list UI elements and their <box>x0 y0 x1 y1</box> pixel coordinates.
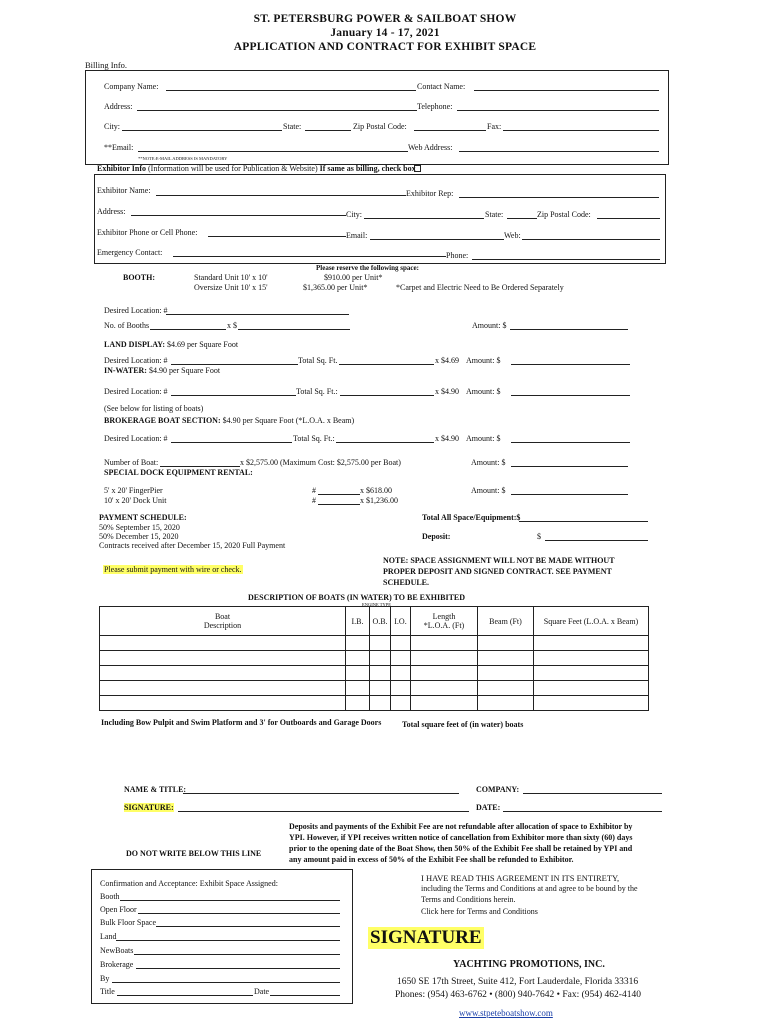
boat-amount-field[interactable] <box>511 466 628 467</box>
land-desired-location-field[interactable] <box>171 364 298 365</box>
total-square-feet-label: Total square feet of (in water) boats <box>402 720 524 729</box>
office-land-field[interactable] <box>116 940 340 941</box>
exhibitor-address-field[interactable] <box>131 215 346 216</box>
in-water-total-sqft-field[interactable] <box>340 395 434 396</box>
agreement-line-2: including the Terms and Conditions at and agree to be bound by the <box>421 884 638 893</box>
footer-website-link[interactable]: www.stpeteboatshow.com <box>459 1008 553 1018</box>
exhibitor-box <box>94 174 666 264</box>
length-header: Length *L.O.A. (Ft) <box>411 607 478 636</box>
engine-type-label: ENGINE TYPE <box>362 602 392 607</box>
dock-amount-field[interactable] <box>511 494 628 495</box>
footer-company: YACHTING PROMOTIONS, INC. <box>453 959 605 970</box>
in-water-heading: IN-WATER: $4.90 per Square Foot <box>104 366 221 375</box>
email-mandatory-note: **NOTE:E-MAIL ADDRESS IS MANDATORY <box>138 156 228 161</box>
office-date-label: Date <box>254 987 270 996</box>
space-assignment-note-1: NOTE: SPACE ASSIGNMENT WILL NOT BE MADE WITHOUT <box>383 556 615 565</box>
billing-address-label: Address: <box>104 102 133 111</box>
number-of-booths-field[interactable] <box>150 329 226 330</box>
office-date-field[interactable] <box>270 995 340 996</box>
boat-amount-label: Amount: $ <box>471 458 506 467</box>
brokerage-heading: BROKERAGE BOAT SECTION: $4.90 per Square Foot (*L.O.A. x Beam) <box>104 416 355 425</box>
brokerage-amount-field[interactable] <box>511 442 630 443</box>
table-row[interactable] <box>100 681 649 696</box>
exhibitor-email-field[interactable] <box>370 239 504 240</box>
payment-schedule-heading: PAYMENT SCHEDULE: <box>99 513 187 522</box>
deposit-label: Deposit: <box>422 532 451 541</box>
land-total-sqft-label: Total Sq. Ft. <box>298 356 338 365</box>
exhibitor-section-label: Exhibitor Info (Information will be used for Publication & Website) If same as billing, check box <box>97 164 416 173</box>
land-amount-field[interactable] <box>511 364 630 365</box>
booth-price-label: x $ <box>227 321 237 330</box>
fax-label: Fax: <box>487 122 502 131</box>
footer-address: 1650 SE 17th Street, Suite 412, Fort Lauderdale, Florida 33316 <box>397 977 639 987</box>
in-water-desired-location-field[interactable] <box>171 395 296 396</box>
exhibitor-name-label: Exhibitor Name: <box>97 186 151 195</box>
office-open-floor-label: Open Floor <box>100 905 137 914</box>
io-header: I.O. <box>391 607 411 636</box>
booth-price-field[interactable] <box>238 329 350 330</box>
carpet-electric-note: *Carpet and Electric Need to Be Ordered Separately <box>396 283 564 292</box>
exhibitor-zip-label: Zip Postal Code: <box>537 210 591 219</box>
agreement-line-3: Terms and Conditions herein. <box>421 895 516 904</box>
finger-pier-price: x $618.00 <box>360 486 392 495</box>
terms-link[interactable]: Click here for Terms and Conditions <box>421 907 538 916</box>
billing-zip-label: Zip Postal Code: <box>353 122 407 131</box>
date-label: DATE: <box>476 803 501 812</box>
do-not-write-label: DO NOT WRITE BELOW THIS LINE <box>126 849 262 858</box>
exhibitor-phone-field[interactable] <box>208 236 346 237</box>
office-land-label: Land <box>100 932 117 941</box>
in-water-desired-location-label: Desired Location: # <box>104 387 168 396</box>
standard-unit-price: $910.00 per Unit* <box>324 273 383 282</box>
booth-amount-label: Amount: $ <box>472 321 507 330</box>
fax-field[interactable] <box>503 130 659 131</box>
booth-amount-field[interactable] <box>510 329 628 330</box>
telephone-label: Telephone: <box>417 102 453 111</box>
exhibitor-web-label: Web: <box>504 231 521 240</box>
office-brokerage-field[interactable] <box>136 968 340 969</box>
number-of-booths-label: No. of Booths <box>104 321 150 330</box>
title-line-2: January 14 - 17, 2021 <box>330 27 440 39</box>
in-water-total-sqft-label: Total Sq. Ft.: <box>296 387 338 396</box>
billing-state-field[interactable] <box>305 130 351 131</box>
deposit-terms-2: YPI. However, if YPI receives written notice of cancellation from Exhibitor more than sixty (60) days <box>289 833 633 842</box>
brokerage-total-sqft-label: Total Sq. Ft.: <box>293 434 335 443</box>
dock-unit-price: x $1,236.00 <box>360 496 398 505</box>
office-bulk-floor-field[interactable] <box>156 926 340 927</box>
exhibitor-rep-field[interactable] <box>459 197 659 198</box>
oversize-unit-price: $1,365.00 per Unit* <box>303 283 368 292</box>
web-address-label: Web Address: <box>408 143 453 152</box>
in-water-amount-field[interactable] <box>511 395 630 396</box>
space-assignment-note-3: SCHEDULE. <box>383 578 430 587</box>
name-title-field[interactable] <box>183 793 459 794</box>
date-field[interactable] <box>503 811 662 812</box>
office-title-field[interactable] <box>117 995 253 996</box>
boats-table-title: DESCRIPTION OF BOATS (IN WATER) TO BE EXHIBITED <box>248 593 466 602</box>
brokerage-desired-location-field[interactable] <box>171 442 292 443</box>
billing-email-label: **Email: <box>104 143 134 152</box>
deposit-field[interactable] <box>545 540 648 541</box>
deposit-terms-3: prior to the opening date of the Boat Show, then 50% of the Exhibit Fee shall be retained by YPI and <box>289 844 633 853</box>
exhibitor-zip-field[interactable] <box>597 218 660 219</box>
title-line-1: ST. PETERSBURG POWER & SAILBOAT SHOW <box>253 13 517 25</box>
office-new-boats-field[interactable] <box>134 954 340 955</box>
table-row[interactable] <box>100 696 649 711</box>
exhibitor-phone-label: Exhibitor Phone or Cell Phone: <box>97 228 198 237</box>
office-use-box <box>91 869 353 1004</box>
company-field[interactable] <box>523 793 662 794</box>
billing-state-label: State: <box>283 122 302 131</box>
company-name-label: Company Name: <box>104 82 159 91</box>
reserve-space-label: Please reserve the following space: <box>316 264 419 272</box>
exhibitor-address-label: Address: <box>97 207 126 216</box>
boats-table <box>99 606 649 711</box>
finger-pier-qty-field[interactable] <box>318 494 360 495</box>
brokerage-desired-location-label: Desired Location: # <box>104 434 168 443</box>
ib-header: I.B. <box>346 607 370 636</box>
total-space-field[interactable] <box>519 521 648 522</box>
exhibitor-email-label: Email: <box>346 231 368 240</box>
finger-pier-hash: # <box>312 486 316 495</box>
exhibitor-name-field[interactable] <box>156 195 406 196</box>
telephone-field[interactable] <box>457 110 659 111</box>
signature-field[interactable] <box>178 811 469 812</box>
office-new-boats-label: NewBoats <box>100 946 134 955</box>
square-feet-header: Square Feet (L.O.A. x Beam) <box>534 607 649 636</box>
brokerage-rate-label: x $4.90 <box>435 434 459 443</box>
office-open-floor-field[interactable] <box>138 913 340 914</box>
confirmation-label: Confirmation and Acceptance: Exhibit Space Assigned: <box>100 879 278 888</box>
brokerage-amount-label: Amount: $ <box>466 434 501 443</box>
in-water-rate-label: x $4.90 <box>435 387 459 396</box>
exhibitor-rep-label: Exhibitor Rep: <box>406 189 454 198</box>
emergency-contact-label: Emergency Contact: <box>97 248 163 257</box>
billing-email-field[interactable] <box>138 151 408 152</box>
exhibitor-state-field[interactable] <box>507 218 537 219</box>
signature-button[interactable]: SIGNATURE <box>370 927 482 948</box>
submit-payment-note: Please submit payment with wire or check. <box>104 565 242 574</box>
signature-label: SIGNATURE: <box>124 803 174 812</box>
land-desired-location-label: Desired Location: # <box>104 356 168 365</box>
billing-zip-field[interactable] <box>414 130 486 131</box>
office-bulk-floor-label: Bulk Floor Space <box>100 918 156 927</box>
see-below-note: (See below for listing of boats) <box>104 404 204 413</box>
exhibitor-city-label: City: <box>346 210 363 219</box>
exhibitor-state-label: State: <box>485 210 504 219</box>
land-display-heading: LAND DISPLAY: $4.69 per Square Foot <box>104 340 239 349</box>
exhibitor-web-field[interactable] <box>522 239 660 240</box>
emergency-contact-field[interactable] <box>173 256 446 257</box>
title-line-3: APPLICATION AND CONTRACT FOR EXHIBIT SPACE <box>233 41 537 53</box>
deposit-dollar: $ <box>537 532 541 541</box>
billing-section-label: Billing Info. <box>85 60 128 70</box>
office-booth-field[interactable] <box>120 900 340 901</box>
brokerage-total-sqft-field[interactable] <box>336 442 434 443</box>
deposit-terms-1: Deposits and payments of the Exhibit Fee are not refundable after allocation of space to Exhibitor by <box>289 822 633 831</box>
boat-max-cost-label: x $2,575.00 (Maximum Cost: $2,575.00 per Boat) <box>240 458 401 467</box>
office-title-label: Title <box>100 987 115 996</box>
land-amount-label: Amount: $ <box>466 356 501 365</box>
dock-unit-label: 10' x 20' Dock Unit <box>104 496 167 505</box>
table-row[interactable] <box>100 651 649 666</box>
beam-header: Beam (Ft) <box>478 607 534 636</box>
land-total-sqft-field[interactable] <box>339 364 434 365</box>
payment-schedule-line-3: Contracts received after December 15, 2020 Full Payment <box>99 541 286 550</box>
land-rate-label: x $4.69 <box>435 356 459 365</box>
table-row[interactable] <box>100 666 649 681</box>
space-assignment-note-2: PROPER DEPOSIT AND SIGNED CONTRACT. SEE PAYMENT <box>383 567 612 576</box>
payment-schedule-line-2: 50% December 15, 2020 <box>99 532 179 541</box>
total-space-label: Total All Space/Equipment:$ <box>422 513 521 522</box>
payment-schedule-line-1: 50% September 15, 2020 <box>99 523 180 532</box>
including-bow-note: Including Bow Pulpit and Swim Platform and 3' for Outboards and Garage Doors <box>101 718 382 727</box>
company-label: COMPANY: <box>476 785 520 794</box>
billing-city-label: City: <box>104 122 121 131</box>
contact-name-field[interactable] <box>474 90 659 91</box>
finger-pier-label: 5' x 20' FingerPier <box>104 486 163 495</box>
emergency-phone-field[interactable] <box>472 259 660 260</box>
dock-equipment-heading: SPECIAL DOCK EQUIPMENT RENTAL: <box>104 468 253 477</box>
office-by-field[interactable] <box>112 982 340 983</box>
booth-desired-location-label: Desired Location: # <box>104 306 168 315</box>
billing-city-field[interactable] <box>122 130 282 131</box>
number-of-boat-field[interactable] <box>160 466 240 467</box>
office-booth-label: Booth <box>100 892 120 901</box>
standard-unit-label: Standard Unit 10' x 10' <box>194 273 268 282</box>
number-of-boat-label: Number of Boat: <box>104 458 159 467</box>
oversize-unit-label: Oversize Unit 10' x 15' <box>194 283 268 292</box>
dock-unit-hash: # <box>312 496 316 505</box>
deposit-terms-4: any amount paid in excess of 50% of the Exhibit Fee shall be refunded to Exhibitor. <box>289 855 574 864</box>
office-brokerage-label: Brokerage <box>100 960 134 969</box>
office-by-label: By <box>100 974 110 983</box>
booth-label: BOOTH: <box>123 273 156 282</box>
agreement-line-1: I HAVE READ THIS AGREEMENT IN ITS ENTIRETY, <box>421 873 620 883</box>
booth-desired-location-field[interactable] <box>166 314 349 315</box>
in-water-amount-label: Amount: $ <box>466 387 501 396</box>
emergency-phone-label: Phone: <box>446 251 469 260</box>
company-name-field[interactable] <box>166 90 416 91</box>
dock-amount-label: Amount: $ <box>471 486 506 495</box>
contact-name-label: Contact Name: <box>417 82 466 91</box>
exhibitor-city-field[interactable] <box>364 218 484 219</box>
same-as-billing-checkbox[interactable] <box>414 165 421 172</box>
name-title-label: NAME & TITLE: <box>124 785 187 794</box>
boat-description-header: Boat Description <box>100 607 346 636</box>
dock-unit-qty-field[interactable] <box>318 504 360 505</box>
web-address-field[interactable] <box>459 151 659 152</box>
table-row[interactable] <box>100 636 649 651</box>
ob-header: O.B. <box>370 607 391 636</box>
billing-address-field[interactable] <box>137 110 417 111</box>
footer-phones: Phones: (954) 463-6762 • (800) 940-7642 • Fax: (954) 462-4140 <box>395 990 641 1000</box>
